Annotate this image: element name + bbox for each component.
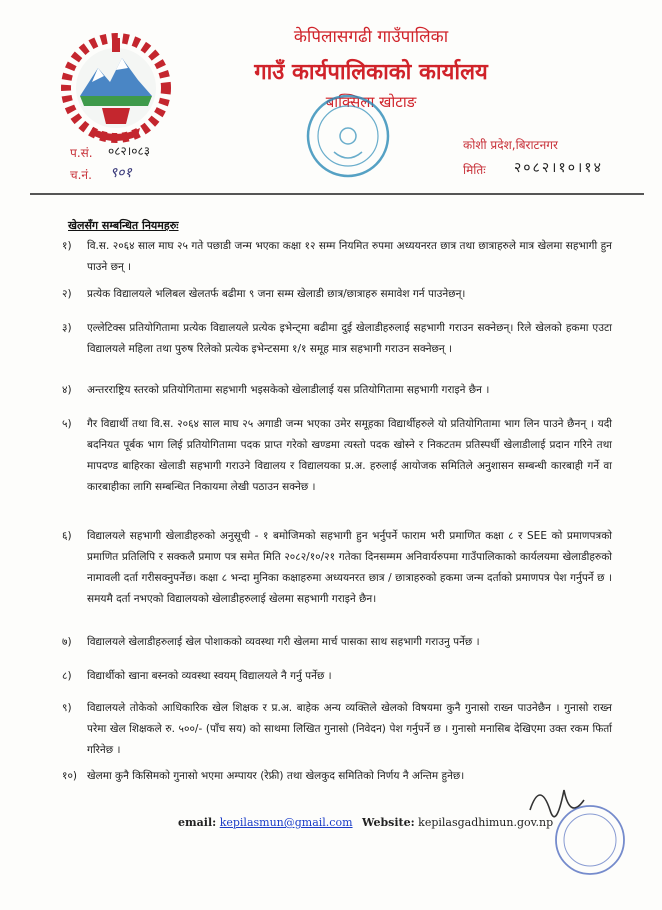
footer-email <box>178 816 353 829</box>
rule-text: अन्तरराष्ट्रिय स्तरको प्रतियोगितामा सहभागी भइसकेको खेलाडीलाई यस प्रतियोगितामा सहभागी गराइने छैन । <box>87 384 490 396</box>
province-address: कोशी प्रदेश,बिराटनगर <box>463 138 558 152</box>
rule-text: विद्यालयले तोकेको आधिकारिक खेल शिक्षक र प्र.अ. बाहेक अन्य व्यक्तिले खेलको विषयमा कुनै गुनासो राख्न पाउनेछैन । गुनासो राख्न परेमा खेल शिक्षकले रु. ५००/- (पाँच सय) को साथमा लिखित गुनासो (निवेदन) पेश गर्नुपर्ने छ । गुनासो मनासिब देखिएमा उक्त रकम फिर्ता गरिनेछ । <box>87 702 612 756</box>
rule-text: खेलमा कुनै किसिमको गुनासो भएमा अम्पायर (रेफ्री) तथा खेलकुद समितिको निर्णय नै अन्तिम हुनेछ। <box>87 770 465 782</box>
rule-text: विद्यालयले सहभागी खेलाडीहरुको अनुसूची - १ बमोजिमको सहभागी हुन भर्नुपर्ने फाराम भरी प्रमाणित कक्षा ८ र SEE को प्रमाणपत्रको प्रमाणित प्रतिलिपि र सक्कलै प्रमाण पत्र समेत मिति २०८२/१०/२१ गतेका दिनसम्मम अनिवार्यरुपमा गाउँपालिकाको कार्यलयमा खेलाडीहरुको नामावली दर्ता गरीसक्नुपर्नेछ। कक्षा ८ भन्दा मुनिका कक्षाहरुमा अध्ययनरत छात्र / छात्राहरुको हकमा जन्म दर्ताको प्रमाणपत्र पेश गर्नुपर्ने छ ।समयमै दर्ता नभएको विद्यालयको खेलाडीहरुलाई खेलमा सहभागी गराइने छैन। <box>87 530 612 605</box>
pasano-value: ०८२।०८३ <box>108 144 150 158</box>
date-value: २०८२।१०।१४ <box>514 160 603 176</box>
rule-item <box>62 698 612 761</box>
rule-number: ३) <box>62 322 72 334</box>
rule-item <box>62 414 612 498</box>
footer-website <box>362 816 553 829</box>
rule-number: ६) <box>62 530 72 542</box>
website-link[interactable]: kepilasgadhimun.gov.np <box>418 816 554 829</box>
rule-text: वि.स. २०६४ साल माघ २५ गते पछाडी जन्म भएका कक्षा १२ सम्म नियमित रुपमा अध्ययनरत छात्र तथा छात्राहरुले मात्र खेलमा सहभागी हुन पाउने छन् । <box>87 240 612 273</box>
rule-item <box>62 526 612 610</box>
rule-item <box>62 318 612 360</box>
rule-text: एल्लेटिक्स प्रतियोगितामा प्रत्येक विद्यालयले प्रत्येक इभेन्ट्मा बढीमा दुई खेलाडीहरुलाई सहभागी गराउन सक्नेछन्। रिले खेलको हकमा एउटा विद्यालयले महिला तथा पुरुष रिलेको प्रत्येक इभेन्टसमा १/१ समूह मात्र सहभागी गराउन सक्नेछन् । <box>87 322 612 355</box>
rule-text: विद्यालयले खेलाडीहरुलाई खेल पोशाकको व्यवस्था गरी खेलमा मार्च पासका साथ सहभागी गराउनु पर्नेछ । <box>87 636 480 648</box>
rule-item <box>62 380 612 401</box>
chalani-label: च.नं. <box>70 168 92 182</box>
rule-text: गैर विद्यार्थी तथा वि.स. २०६४ साल माघ २५ अगाडी जन्म भएका उमेर समूहका विद्यार्थीहरुले यो प्रतियोगितामा भाग लिन पाउने छैनन् । यदी बदनियत पूर्बक भाग लिई प्रतियोगितामा पदक प्राप्त गरेको खण्डमा त्यस्तो पदक खोस्ने र निकटतम प्रतिस्पर्धी खेलाडीलाई प्रदान गरिने तथा मापदण्ड बाहिरका खेलाडी सहभागी गराउने विद्यालय र विद्यालयका प्र.अ. हरुलाई आयोजक समितिले अनुशासन सम्बन्धी कारबाही गर्ने वा कारबाहीका लागि सम्बन्धित निकायमा लेखी पठाउन सक्नेछ । <box>87 418 612 493</box>
office-name: गाउँ कार्यपालिकाको कार्यालय <box>254 60 488 85</box>
header-divider <box>30 193 644 195</box>
municipality-name: केपिलासगढी गाउँपालिका <box>293 27 449 47</box>
rule-text: विद्यार्थीको खाना बस्नको व्यवस्था स्वयम् विद्यालयले नै गर्नु पर्नेछ । <box>87 670 332 682</box>
rule-item <box>62 632 612 653</box>
rule-number: १) <box>62 240 72 252</box>
rules-heading: खेलसँग सम्बन्धित नियमहरुः <box>68 219 179 232</box>
website-label: Website: <box>362 816 415 829</box>
rule-item <box>62 236 612 278</box>
pasano-label: प.सं. <box>70 146 93 160</box>
rule-number: ९) <box>62 702 72 714</box>
email-label: email: <box>178 816 217 829</box>
rule-number: १०) <box>62 770 78 782</box>
email-link[interactable]: kepilasmun@gmail.com <box>219 816 353 829</box>
office-seal-stamp <box>304 92 392 180</box>
rule-number: ७) <box>62 636 72 648</box>
rule-number: २) <box>62 288 72 300</box>
rule-item <box>62 284 612 305</box>
rule-text: प्रत्येक विद्यालयले भलिबल खेलतर्फ बढीमा ९ जना सम्म खेलाडी छात्र/छात्राहरु समावेश गर्न पाउनेछन्। <box>87 288 466 300</box>
rule-number: ५) <box>62 418 72 430</box>
rule-item <box>62 666 612 687</box>
office-location: बाक्सिला खोटाङ <box>325 93 417 111</box>
date-label: मितिः <box>463 163 486 177</box>
rule-number: ४) <box>62 384 72 396</box>
chalani-value: ९०१ <box>110 165 132 181</box>
rule-number: ८) <box>62 670 72 682</box>
